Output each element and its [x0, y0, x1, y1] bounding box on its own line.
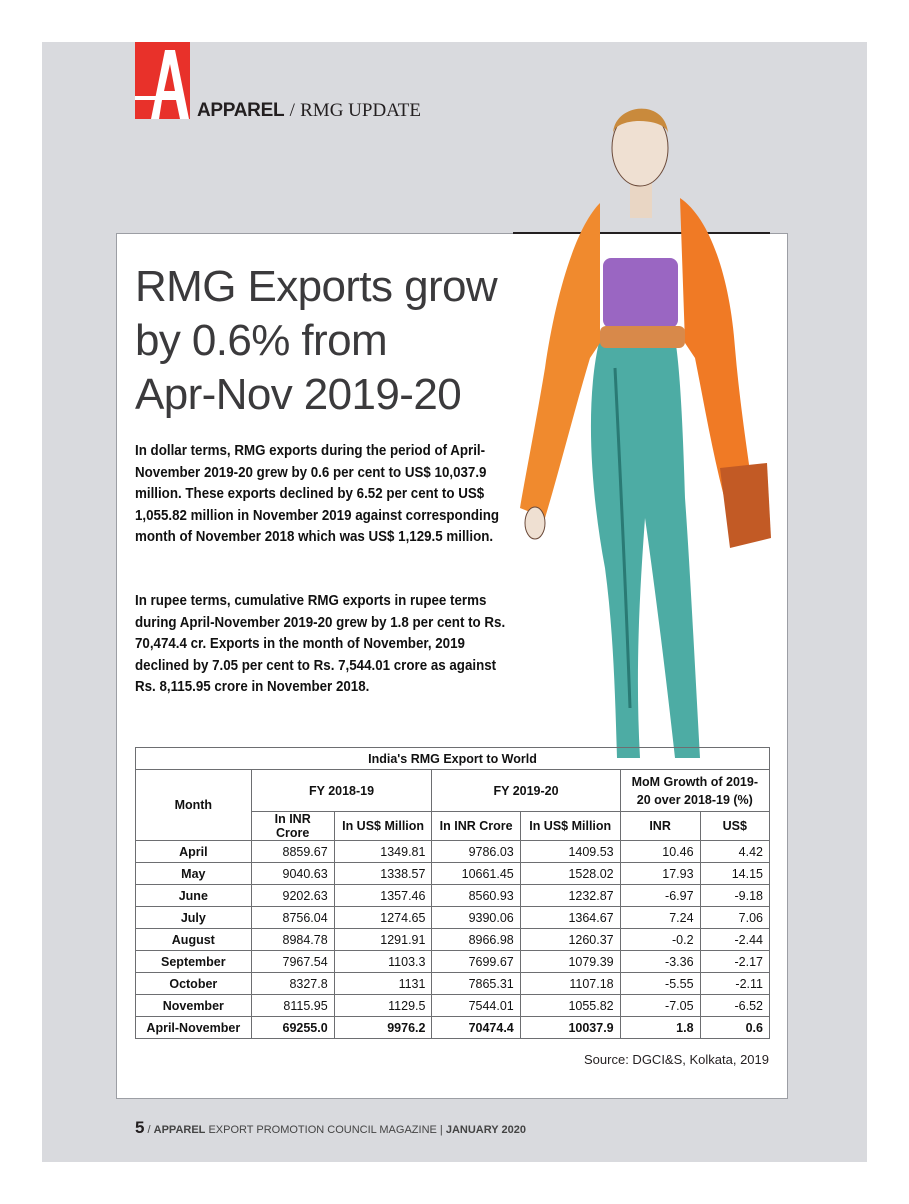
body-paragraph: In dollar terms, RMG exports during the period of April-November 2019-20 grew by 0.6 per cent to US$ 10,037.9 million. These exports declined by 6.52 per cent to US$ 1,055.82 million in November 2019 against corresponding month of November 2018 which was US$ 1,129.5 million.	[135, 443, 500, 546]
table-cell: -2.11	[700, 973, 769, 995]
table-cell: 1364.67	[520, 907, 620, 929]
table-cell: 1103.3	[334, 951, 432, 973]
table-cell: 1349.81	[334, 841, 432, 863]
table-cell: 1291.91	[334, 929, 432, 951]
table-cell: August	[136, 929, 252, 951]
table-cell: 1232.87	[520, 885, 620, 907]
footer-separator: /	[147, 1124, 151, 1136]
table-row	[136, 863, 770, 885]
table-cell: October	[136, 973, 252, 995]
headline-line: by 0.6% from	[135, 316, 388, 365]
section-name: RMG UPDATE	[300, 100, 421, 121]
table-cell: 9976.2	[334, 1017, 432, 1039]
table-cell: 1055.82	[520, 995, 620, 1017]
table-cell: September	[136, 951, 252, 973]
table-cell: 9040.63	[251, 863, 334, 885]
table-cell: 8756.04	[251, 907, 334, 929]
table-cell: 1079.39	[520, 951, 620, 973]
table-group-header-row	[136, 770, 770, 812]
footer-issue: JANUARY 2020	[445, 1124, 526, 1136]
table-cell: -9.18	[700, 885, 769, 907]
fy-2019-20-header: FY 2019-20	[432, 770, 620, 812]
table-cell: -2.17	[700, 951, 769, 973]
table-cell: 10.46	[620, 841, 700, 863]
table-cell: 1528.02	[520, 863, 620, 885]
footer-magazine: EXPORT PROMOTION COUNCIL MAGAZINE	[208, 1124, 437, 1136]
apparel-logo	[135, 42, 190, 119]
headline-line: RMG Exports grow	[135, 262, 498, 311]
brand-name: APPAREL	[197, 100, 285, 121]
table-row	[136, 907, 770, 929]
table-cell: 1357.46	[334, 885, 432, 907]
body-paragraph: In rupee terms, cumulative RMG exports in rupee terms during April-November 2019-20 grew by 1.8 per cent to Rs. 70,474.4 cr. Exports in the month of November, 2019 declined by 7.05 per cent to Rs. 7,544.01 crore as against Rs. 8,115.95 crore in November 2018.	[135, 593, 506, 696]
table-cell: 0.6	[700, 1017, 769, 1039]
table-cell: 9202.63	[251, 885, 334, 907]
table-cell: 7.24	[620, 907, 700, 929]
sub-header: In INR Crore	[251, 812, 334, 841]
table-cell: May	[136, 863, 252, 885]
footer-separator: |	[439, 1124, 443, 1136]
table-cell: 1409.53	[520, 841, 620, 863]
table-row	[136, 841, 770, 863]
table-cell: -7.05	[620, 995, 700, 1017]
table-cell: 8859.67	[251, 841, 334, 863]
table-cell: 8560.93	[432, 885, 520, 907]
table-cell: 8966.98	[432, 929, 520, 951]
table-cell: 14.15	[700, 863, 769, 885]
table-caption-row	[136, 748, 770, 770]
table-cell: 10661.45	[432, 863, 520, 885]
table-cell: 1338.57	[334, 863, 432, 885]
table-cell: 1274.65	[334, 907, 432, 929]
page-number: 5	[135, 1118, 145, 1137]
table-row	[136, 885, 770, 907]
table-caption: India's RMG Export to World	[136, 748, 770, 770]
table-cell: 70474.4	[432, 1017, 520, 1039]
table-cell: 1.8	[620, 1017, 700, 1039]
sub-header: In US$ Million	[334, 812, 432, 841]
section-label	[197, 100, 421, 122]
sub-header: In US$ Million	[520, 812, 620, 841]
table-cell: 10037.9	[520, 1017, 620, 1039]
export-table	[135, 747, 770, 1039]
table-cell: 8984.78	[251, 929, 334, 951]
table-cell: 7699.67	[432, 951, 520, 973]
sub-header: US$	[700, 812, 769, 841]
table-cell: -6.97	[620, 885, 700, 907]
page-footer	[135, 1118, 526, 1138]
table-cell: 8327.8	[251, 973, 334, 995]
table-cell: 1107.18	[520, 973, 620, 995]
table-cell: July	[136, 907, 252, 929]
table-body	[136, 841, 770, 1017]
separator: /	[289, 100, 295, 121]
table-cell: -6.52	[700, 995, 769, 1017]
table-cell: 9390.06	[432, 907, 520, 929]
fashion-model-illustration	[505, 68, 775, 768]
sub-header: In INR Crore	[432, 812, 520, 841]
table-total-row	[136, 1017, 770, 1039]
table-cell: 4.42	[700, 841, 769, 863]
table-cell: 1129.5	[334, 995, 432, 1017]
footer-brand: APPAREL	[153, 1124, 206, 1136]
month-header: Month	[136, 770, 252, 841]
table-cell: 1131	[334, 973, 432, 995]
table-cell: -5.55	[620, 973, 700, 995]
table-cell: 7967.54	[251, 951, 334, 973]
growth-header: MoM Growth of 2019-20 over 2018-19 (%)	[620, 770, 769, 812]
table-row	[136, 995, 770, 1017]
table-cell: 7865.31	[432, 973, 520, 995]
table-cell: 1260.37	[520, 929, 620, 951]
table-row	[136, 973, 770, 995]
table-cell: April	[136, 841, 252, 863]
table-row	[136, 951, 770, 973]
table-cell: -3.36	[620, 951, 700, 973]
table-cell: 9786.03	[432, 841, 520, 863]
table-cell: 8115.95	[251, 995, 334, 1017]
table-cell: June	[136, 885, 252, 907]
table-cell: 7544.01	[432, 995, 520, 1017]
table-cell: April-November	[136, 1017, 252, 1039]
headline-line: Apr-Nov 2019-20	[135, 370, 462, 419]
source-note: Source: DGCI&S, Kolkata, 2019	[584, 1052, 769, 1067]
table-cell: -0.2	[620, 929, 700, 951]
table-cell: 69255.0	[251, 1017, 334, 1039]
table-cell: November	[136, 995, 252, 1017]
apparel-a-logo-icon	[135, 42, 190, 119]
table-cell: 17.93	[620, 863, 700, 885]
sub-header: INR	[620, 812, 700, 841]
table-cell: 7.06	[700, 907, 769, 929]
table-row	[136, 929, 770, 951]
table-cell: -2.44	[700, 929, 769, 951]
fy-2018-19-header: FY 2018-19	[251, 770, 432, 812]
article-headline	[135, 260, 535, 422]
